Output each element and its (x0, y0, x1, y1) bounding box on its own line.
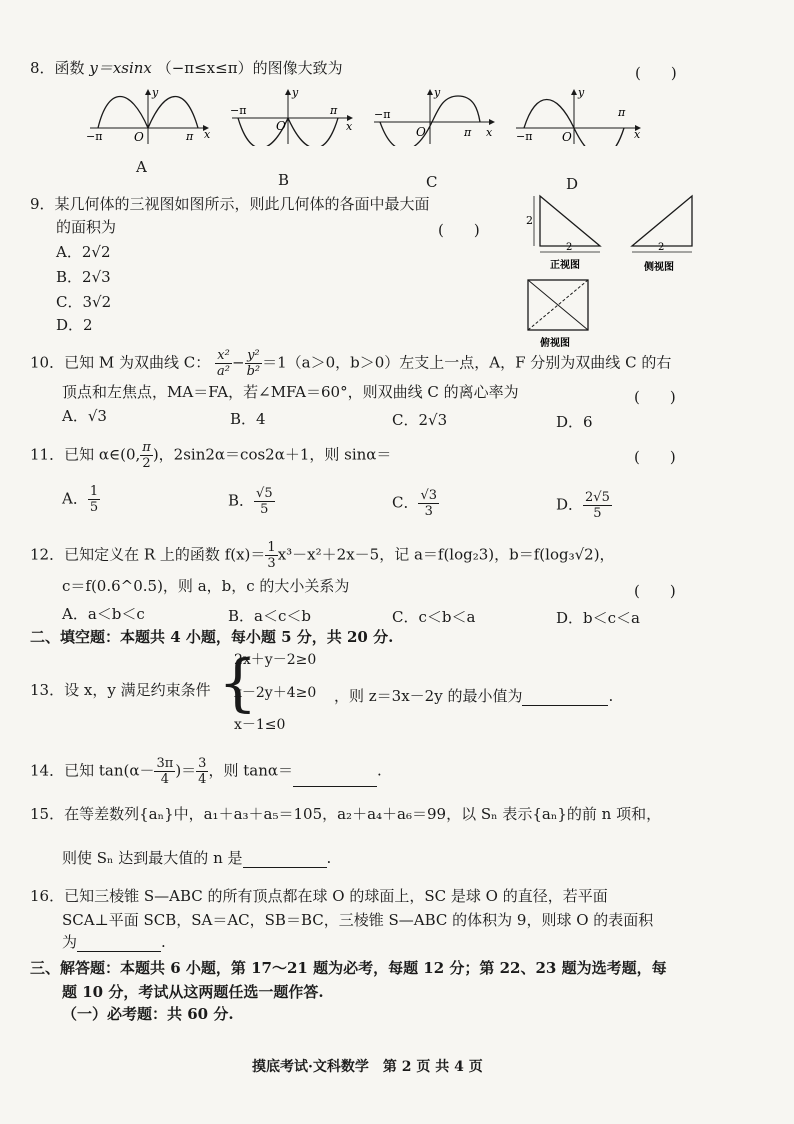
svg-text:π: π (330, 104, 338, 117)
q9-option-c: C．3√2 (56, 293, 112, 311)
q9-option-d: D．2 (56, 316, 93, 334)
q16-stem-3: 为 . (62, 933, 166, 951)
q14-stem: 14．已知 tan(α－ $\frac{3\pi}{4}$ )＝ $\frac{3}{4}$ ，则 tanα＝ . (30, 756, 382, 787)
q9-stem: 9．某几何体的三视图如图所示，则此几何体的各面中最大面 (30, 195, 430, 213)
q15-stem-2: 则使 Sₙ 达到最大值的 n 是 . (62, 849, 332, 867)
q12-option-d: D．b＜c＜a (556, 609, 640, 627)
q12-answer-paren: ( ) (634, 582, 676, 600)
svg-text:y: y (578, 86, 585, 99)
svg-text:y: y (292, 86, 299, 99)
q12-option-b: B．a＜c＜b (228, 607, 311, 625)
svg-text:x: x (486, 126, 493, 139)
svg-text:x: x (634, 128, 641, 141)
q8-label-d: D (566, 175, 579, 193)
q11-option-d: D． $\frac{2√5}{5}$ (556, 490, 610, 521)
q10-stem-2: 顶点和左焦点，MA＝FA，若∠MFA＝60°，则双曲线 C 的离心率为 (62, 383, 519, 401)
svg-text:O: O (562, 130, 572, 144)
svg-text:−π: −π (86, 130, 103, 143)
svg-text:−π: −π (374, 108, 391, 121)
svg-text:−π: −π (516, 130, 533, 143)
svg-text:O: O (276, 119, 286, 133)
page-footer: 摸底考试·文科数学 第 2 页 共 4 页 (252, 1059, 483, 1075)
q13-constraint-3: x－1≤0 (234, 717, 286, 733)
svg-text:侧视图: 侧视图 (644, 262, 674, 273)
q8-graph-a (86, 86, 211, 144)
svg-text:2: 2 (566, 242, 573, 253)
q8-answer-paren: ( ) (635, 64, 677, 82)
q9-option-b: B．2√3 (56, 268, 111, 286)
q8-stem: 8．函数 y＝xsinx （−π≤x≤π）的图像大致为 (30, 59, 343, 77)
q10-answer-paren: ( ) (634, 388, 676, 406)
q8-graph-d (516, 86, 641, 146)
q9-front-view (526, 196, 600, 271)
section-3-sub: （一）必考题：共 60 分. (62, 1005, 234, 1023)
q13-constraint-2: x－2y＋4≥0 (234, 685, 317, 701)
q10-option-d: D．6 (556, 413, 593, 431)
svg-text:x: x (346, 120, 353, 133)
svg-text:x: x (204, 128, 211, 141)
q13-tail: ，则 z＝3x－2y 的最小值为 . (334, 687, 614, 705)
q9-option-a: A．2√2 (56, 243, 111, 261)
section-3-header-2: 题 10 分，考试从这两题任选一题作答. (62, 983, 324, 1001)
svg-text:π: π (186, 130, 194, 143)
q10-option-b: B．4 (230, 410, 266, 428)
q12-stem-2: c＝f(0.6^0.5)，则 a，b，c 的大小关系为 (62, 577, 350, 595)
q15-stem: 15．在等差数列{aₙ}中，a₁＋a₃＋a₅＝105，a₂＋a₄＋a₆＝99，以 Sₙ 表示{aₙ}的前 n 项和， (30, 805, 662, 823)
section-2-header: 二、填空题：本题共 4 小题，每小题 5 分，共 20 分. (30, 628, 394, 646)
svg-text:2: 2 (526, 214, 533, 227)
q16-answer-blank[interactable] (77, 951, 161, 952)
svg-text:y: y (434, 86, 441, 99)
svg-text:俯视图: 俯视图 (540, 338, 570, 349)
q13-constraint-1: 2x＋y－2≥0 (234, 652, 317, 668)
svg-text:O: O (416, 125, 426, 139)
q16-stem-2: SCA⊥平面 SCB，SA＝AC，SB＝BC，三棱锥 S—ABC 的体积为 9，则球 O 的表面积 (62, 911, 654, 929)
q16-stem: 16．已知三棱锥 S—ABC 的所有顶点都在球 O 的球面上，SC 是球 O 的直径，若平面 (30, 887, 608, 905)
q8-graph-c (374, 86, 494, 146)
q9-side-view (632, 196, 692, 273)
q8-label-c: C (426, 173, 438, 191)
q12-option-c: C．c＜b＜a (392, 608, 476, 626)
q10-option-c: C．2√3 (392, 411, 448, 429)
q8-label-b: B (278, 171, 290, 189)
q11-answer-paren: ( ) (634, 448, 676, 466)
q13-answer-blank[interactable] (522, 705, 608, 706)
q8-label-a: A (136, 158, 147, 176)
q9-top-view (528, 280, 588, 349)
q11-option-c: C． $\frac{√3}{3}$ (392, 488, 438, 519)
q14-answer-blank[interactable] (293, 786, 377, 787)
q11-stem: 11．已知 α∈(0, $\frac{\pi}{2}$ )，2sin2α＝cos2α＋1，则 sinα＝ (30, 440, 392, 471)
q15-answer-blank[interactable] (243, 867, 327, 868)
q10-option-a: A．√3 (62, 407, 107, 425)
svg-text:y: y (152, 86, 159, 99)
q9-three-views (520, 190, 720, 350)
svg-text:−π: −π (230, 104, 247, 117)
q12-option-a: A．a＜b＜c (62, 605, 145, 623)
q10-stem: 10．已知 M 为双曲线 C： $\frac{\text{x²}}{\text{a²}}$ − $\frac{\text{y²}}{\text{b²}}$ ＝1（a＞0，b＞0）左支上一点，A，F 分别为双曲线 C 的右 (30, 348, 672, 379)
q11-option-a: A． $\frac{1}{5}$ (62, 484, 99, 515)
q13-brace: { (218, 646, 258, 719)
q9-stem-2: 的面积为 (56, 218, 117, 236)
q12-stem: 12．已知定义在 R 上的函数 f(x)＝ $\frac{1}{3}$ x³－x²＋2x－5，记 a＝f(log₂3)，b＝f(log₃√2)， (30, 540, 615, 571)
svg-text:O: O (134, 130, 144, 144)
svg-text:π: π (618, 106, 626, 119)
svg-text:正视图: 正视图 (550, 260, 580, 271)
svg-text:π: π (464, 126, 472, 139)
section-3-header: 三、解答题：本题共 6 小题，第 17～21 题为必考，每题 12 分；第 22、23 题为选考题，每 (30, 959, 667, 977)
q13-stem: 13．设 x，y 满足约束条件 (30, 681, 211, 699)
q11-option-b: B． $\frac{√5}{5}$ (228, 486, 273, 517)
q8-graph-b (230, 86, 353, 146)
svg-text:2: 2 (658, 242, 665, 253)
q8-graphs (80, 86, 720, 146)
q9-answer-paren: ( ) (438, 221, 480, 239)
